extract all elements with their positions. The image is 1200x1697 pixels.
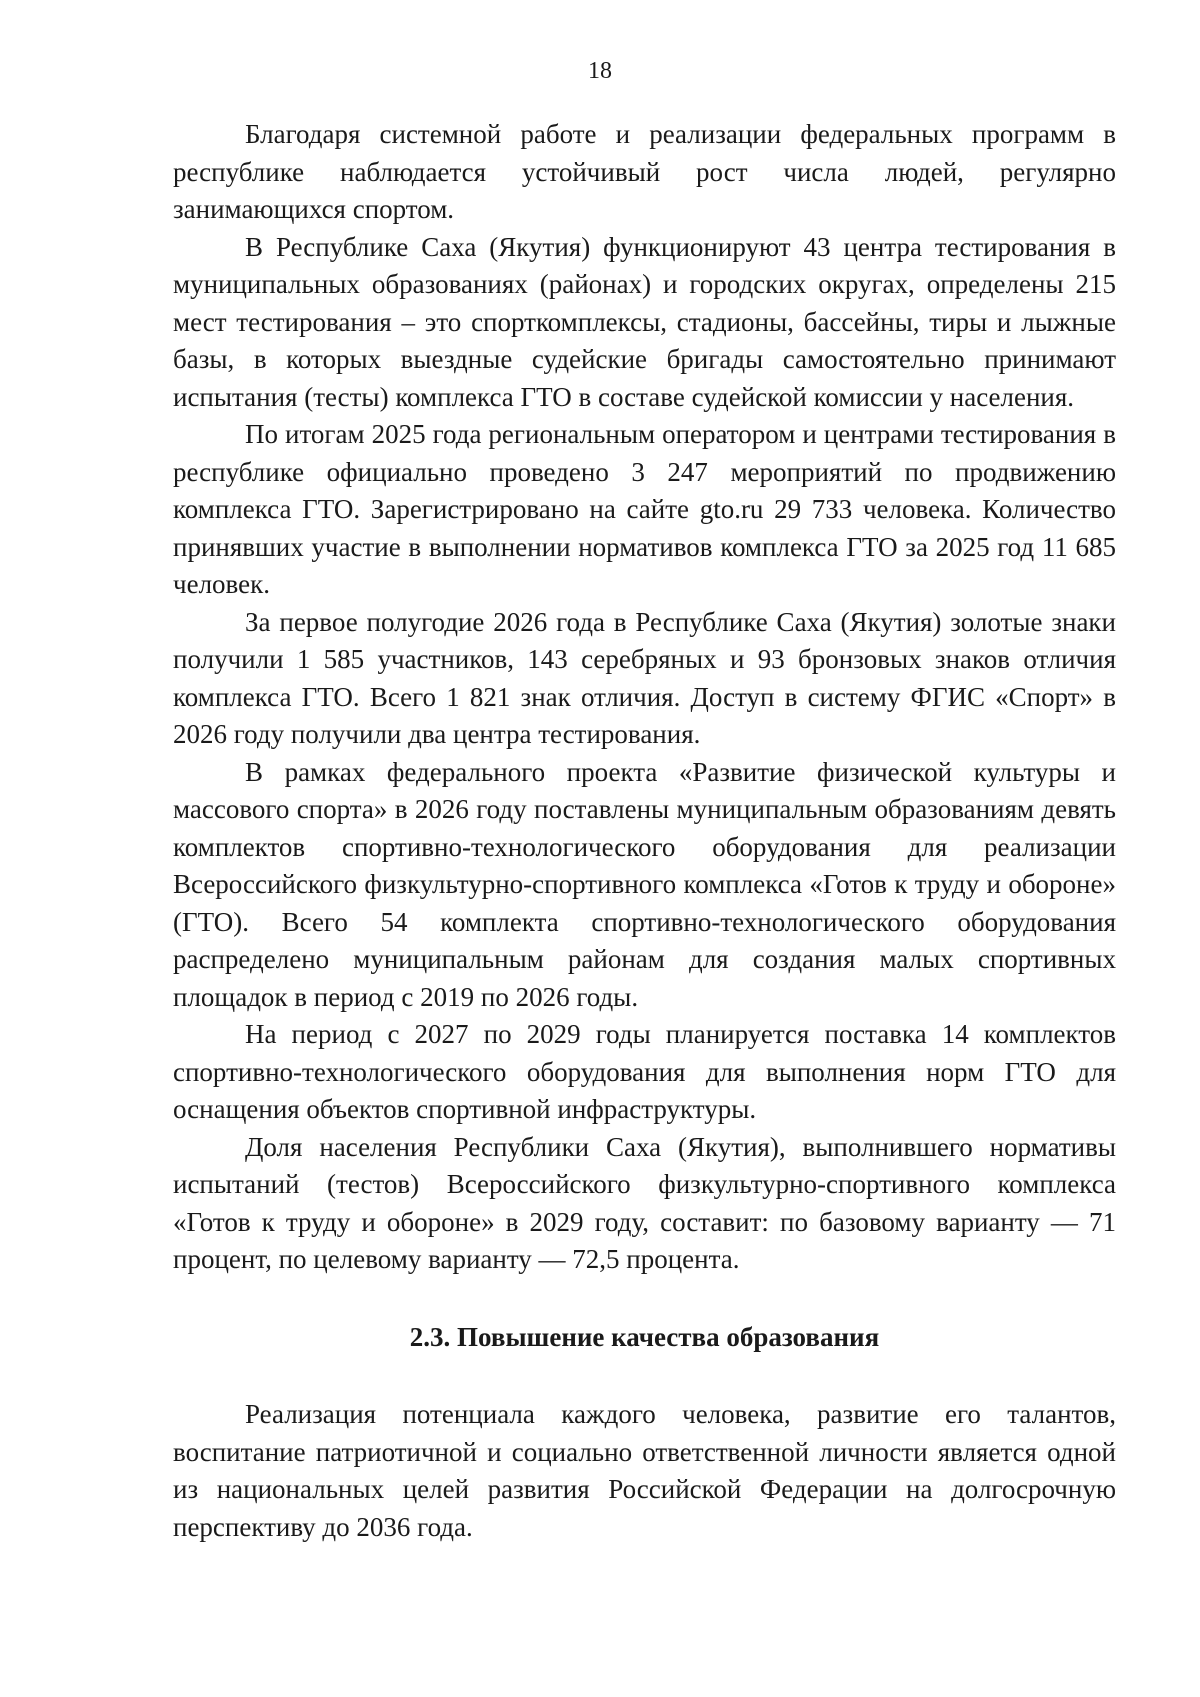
paragraph-federal-project: В рамках федерального проекта «Развитие физической культуры и массового спорта» в 2026 году поставлены муниципальным образованиям девять комплектов спортивно-технологического оборудования для реализации Всероссийского физкультурно-спортивного комплекса «Готов к труду и обороне» (ГТО). Всего 54 комплекта спортивно-технологического оборудования распределено муниципальным районам для создания малых спортивных площадок в период с 2019 по 2026 годы. <box>173 756 1116 1012</box>
page-number: 18 <box>588 58 612 84</box>
paragraph-equipment-plan: На период с 2027 по 2029 годы планируется поставка 14 комплектов спортивно-технологического оборудования для выполнения норм ГТО для оснащения объектов спортивной инфраструктуры. <box>173 1019 1116 1124</box>
paragraph-2026-badges: За первое полугодие 2026 года в Республике Саха (Якутия) золотые знаки получили 1 585 участников, 143 серебряных и 93 бронзовых знаков отличия комплекса ГТО. Всего 1 821 знак отличия. Доступ в систему ФГИС «Спорт» в 2026 году получили два центра тестирования. <box>173 606 1116 749</box>
section-heading: 2.3. Повышение качества образования <box>409 1321 880 1352</box>
paragraph-testing-centers: В Республике Саха (Якутия) функционируют 43 центра тестирования в муниципальных образованиях (районах) и городских округах, определены 215 мест тестирования – это спорткомплексы, стадионы, бассейны, тиры и лыжные базы, в которых выездные судейские бригады самостоятельно принимают испытания (тесты) комплекса ГТО в составе судейской комиссии у населения. <box>173 231 1116 412</box>
paragraph-national-goals: Реализация потенциала каждого человека, развитие его талантов, воспитание патриотичной и социально ответственной личности является одной из национальных целей развития Российской Федерации на долгосрочную перспективу до 2036 года. <box>173 1399 1116 1542</box>
document-body <box>173 116 1116 1546</box>
paragraph-population-share: Доля населения Республики Саха (Якутия), выполнившего нормативы испытаний (тестов) Всероссийского физкультурно-спортивного комплекса «Готов к труду и обороне» в 2029 году, составит: по базовому варианту — 71 процент, по целевому варианту — 72,5 процента. <box>173 1131 1116 1274</box>
paragraph-sports-growth: Благодаря системной работе и реализации федеральных программ в республике наблюдается устойчивый рост числа людей, регулярно занимающихся спортом. <box>173 119 1116 224</box>
paragraph-2025-results: По итогам 2025 года региональным оператором и центрами тестирования в республике официально проведено 3 247 мероприятий по продвижению комплекса ГТО. Зарегистрировано на сайте gto.ru 29 733 человека. Количество принявших участие в выполнении нормативов комплекса ГТО за 2025 год 11 685 человек. <box>173 419 1116 599</box>
